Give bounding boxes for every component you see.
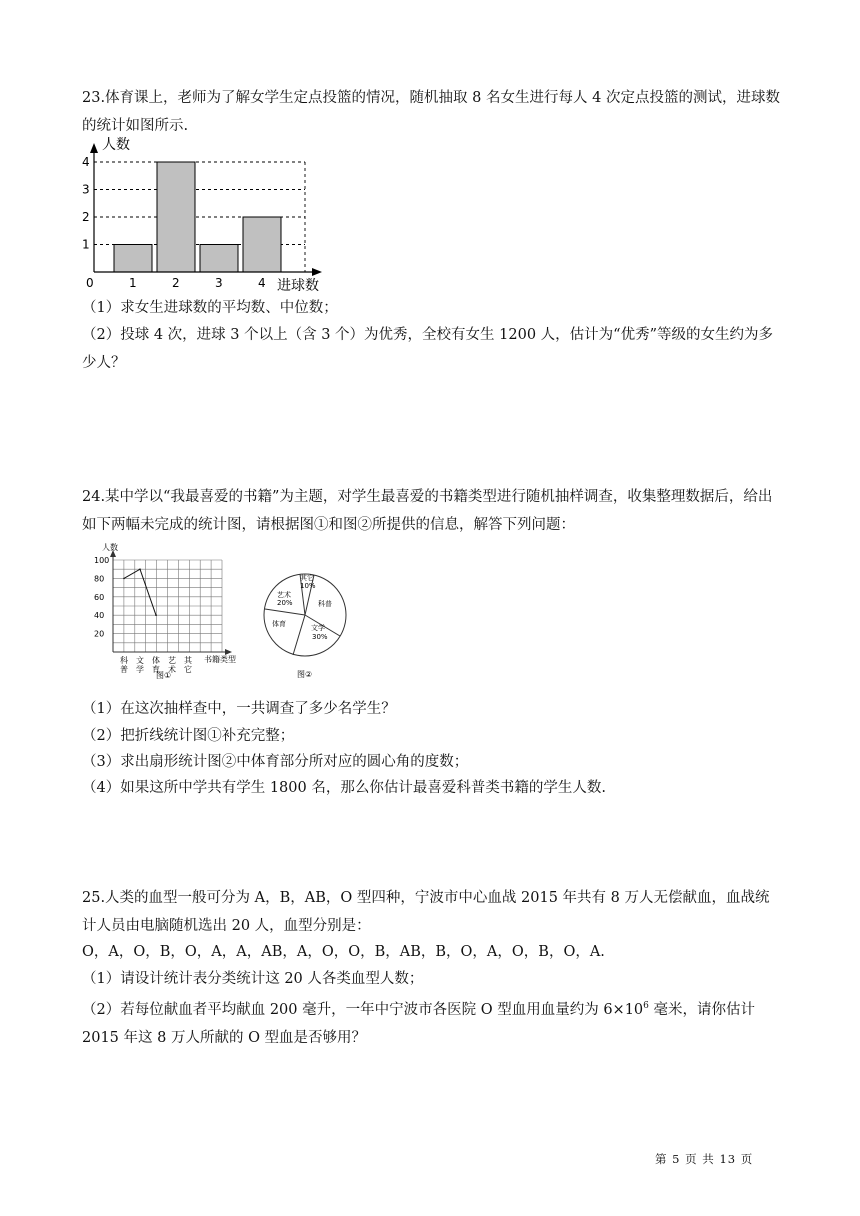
line-y-tick-label: 100: [94, 556, 110, 565]
q23-stem: 23.体育课上，老师为了解女学生定点投篮的情况，随机抽取 8 名女生进行每人 4 次定点投篮的测试，进球数的统计如图所示.: [82, 90, 780, 134]
bar-x-tick-label: 3: [215, 276, 223, 290]
line-y-tick-label: 40: [94, 611, 105, 621]
pie-label-sports: 体育: [272, 620, 286, 628]
q24-pie-chart: [255, 560, 355, 685]
bar-y-tick-label: 4: [82, 155, 90, 169]
q23-sub2: （2）投球 4 次，进球 3 个以上（含 3 个）为优秀，全校有女生 1200 人，估计为“优秀”等级的女生约为多少人？: [82, 327, 773, 371]
line-x-tick-label: 普: [120, 665, 128, 674]
line-y-tick-label: 60: [94, 592, 105, 602]
line-series-path: [124, 569, 156, 615]
bar-y-tick-label: 2: [82, 210, 90, 224]
line-x-tick-label: 艺: [168, 656, 176, 665]
page-footer: 第 5 页 共 13 页: [655, 1152, 754, 1166]
line-x-tick-label: 它: [184, 665, 192, 674]
bar: [243, 217, 281, 272]
line-chart-xlabel: 书籍类型: [204, 655, 236, 664]
q25-sub2-text-b: 毫米，请你估计 2015 年这 8 万人所献的 O 型血是否够用？: [82, 1001, 756, 1046]
bar-chart-ylabel: 人数: [102, 137, 130, 153]
q25-sub2: [82, 992, 782, 1052]
line-x-tick-label: 育: [152, 665, 160, 674]
line-chart-ylabel: 人数: [102, 543, 118, 552]
q23-bar-chart: [80, 132, 340, 294]
pie-value-literature: 30%: [312, 633, 328, 641]
pie-value-art: 20%: [277, 599, 293, 607]
bar-x-tick-label: 2: [172, 276, 180, 290]
q25-sub2-text-a: （2）若每位献血者平均献血 200 毫升，一年中宁波市各医院 O 型血用血量约为 6×10: [82, 1001, 644, 1018]
pie-label-art: 艺术: [277, 591, 291, 599]
pie-label-literature: 文学: [311, 624, 325, 632]
line-point: [139, 568, 141, 570]
q24-sub2: （2）把折线统计图①补充完整；: [82, 728, 295, 744]
line-x-tick-label: 体: [152, 656, 160, 665]
bar: [200, 245, 238, 273]
pie-value-other: 10%: [300, 582, 316, 590]
line-chart-series: [123, 568, 157, 616]
q25-data: O，A，O，B，O，A，A，AB，A，O，O，B，AB，B，O，A，O，B，O，A.: [82, 944, 605, 960]
q25-stem: 25.人类的血型一般可分为 A，B，AB，O 型四种，宁波市中心血战 2015 年共有 8 万人无偿献血，血战统计人员由电脑随机选出 20 人，血型分别是：: [82, 890, 770, 934]
bar-chart-origin: 0: [86, 276, 94, 290]
line-y-tick-label: 80: [94, 574, 105, 584]
bar-y-tick-label: 3: [82, 182, 90, 197]
line-x-tick-label: 学: [136, 665, 144, 674]
q24-sub3: （3）求出扇形统计图②中体育部分所对应的圆心角的度数；: [82, 754, 469, 770]
bar: [157, 162, 195, 272]
line-chart-axes: [110, 550, 232, 655]
line-chart-grid: [113, 560, 222, 652]
line-x-tick-label: 文: [136, 656, 144, 665]
pie-chart-caption: 图②: [297, 670, 313, 679]
q23-sub1: （1）求女生进球数的平均数、中位数；: [82, 300, 338, 316]
line-point: [123, 578, 125, 580]
bar-y-tick-label: 1: [82, 237, 90, 252]
q24-sub1: （1）在这次抽样查中，一共调查了多少名学生？: [82, 701, 396, 717]
q25-sub1: （1）请设计统计表分类统计这 20 人各类血型人数；: [82, 971, 424, 987]
pie-divider: [265, 609, 305, 615]
pie-label-science: 科普: [318, 600, 332, 608]
line-x-tick-label: 其: [184, 656, 192, 665]
line-x-tick-label: 术: [168, 665, 176, 674]
q25-sub2-exponent: 6: [643, 1001, 649, 1011]
pie-divider: [293, 615, 305, 655]
line-chart-caption: 图①: [156, 671, 172, 680]
q24-line-chart: [86, 540, 246, 680]
line-y-tick-label: 20: [94, 629, 105, 639]
bar-chart-xlabel: 进球数: [277, 278, 319, 294]
bar-x-tick-label: 1: [129, 276, 137, 290]
q24-sub4: （4）如果这所中学共有学生 1800 名，那么你估计最喜爱科普类书籍的学生人数.: [82, 780, 606, 796]
line-x-tick-label: 科: [120, 656, 128, 665]
line-point: [155, 614, 157, 616]
bar-x-tick-label: 4: [258, 276, 266, 290]
bar: [114, 245, 152, 273]
pie-label-other: 其它: [300, 574, 314, 582]
q24-stem: 24.某中学以“我最喜爱的书籍”为主题，对学生最喜爱的书籍类型进行随机抽样调查，收集整理数据后，给出如下两幅未完成的统计图，请根据图①和图②所提供的信息，解答下列问题：: [82, 489, 773, 533]
